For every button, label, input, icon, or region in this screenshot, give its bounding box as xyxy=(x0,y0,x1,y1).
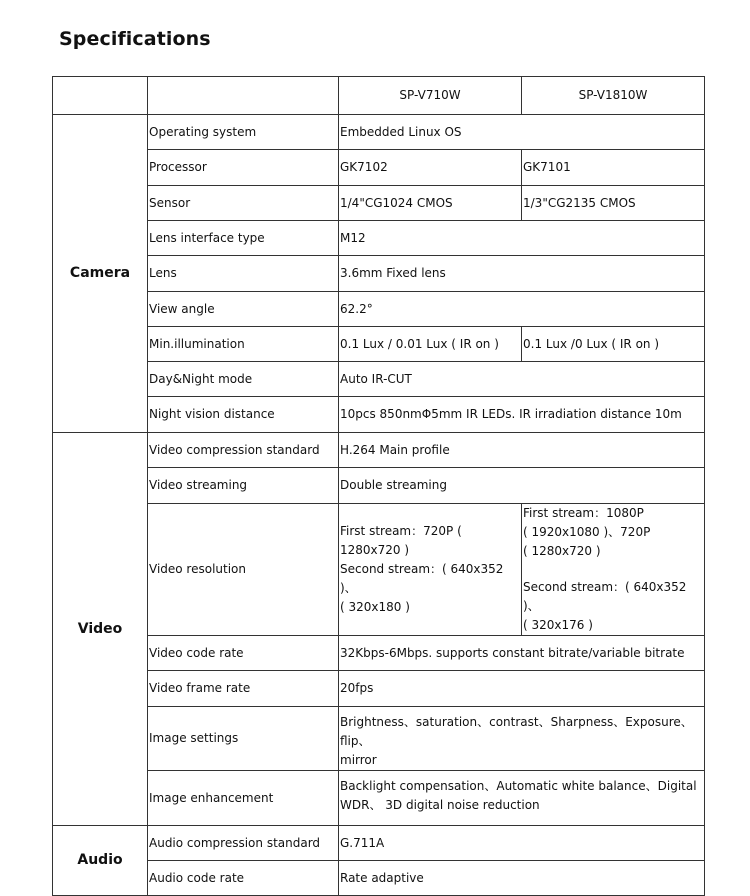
spec-value xyxy=(339,707,705,771)
spec-value: 10pcs 850nmΦ5mm IR LEDs. IR irradiation distance 10m xyxy=(339,397,705,433)
spec-value-sp-v710w: GK7102 xyxy=(339,150,522,186)
value-line: mirror xyxy=(340,753,377,767)
spec-value-sp-v710w: 1/4"CG1024 CMOS xyxy=(339,186,522,221)
spec-value-sp-v710w: 0.1 Lux / 0.01 Lux ( IR on ) xyxy=(339,327,522,362)
spec-label: Sensor xyxy=(148,186,339,221)
specifications-table xyxy=(52,76,705,896)
spec-label: Audio compression standard xyxy=(148,826,339,861)
category-camera: Camera xyxy=(53,115,148,433)
value-line: First stream：1080P xyxy=(523,506,644,520)
category-video: Video xyxy=(53,433,148,826)
spec-value: 62.2° xyxy=(339,292,705,327)
spec-label: Video code rate xyxy=(148,636,339,671)
spec-label: Image settings xyxy=(148,707,339,771)
header-row xyxy=(53,77,705,115)
spec-label: Lens xyxy=(148,256,339,292)
spec-label: Video compression standard xyxy=(148,433,339,468)
spec-value: G.711A xyxy=(339,826,705,861)
spec-row-image-settings xyxy=(53,707,705,771)
value-line: Second stream：( 640x352 )、 xyxy=(523,580,687,613)
value-line: First stream：720P ( 1280x720 ) xyxy=(340,524,462,557)
spec-row-video-resolution xyxy=(53,504,705,636)
spec-row-video-code-rate xyxy=(53,636,705,671)
spec-value-sp-v1810w: 0.1 Lux /0 Lux ( IR on ) xyxy=(522,327,705,362)
spec-value: Embedded Linux OS xyxy=(339,115,705,150)
spec-row-processor xyxy=(53,150,705,186)
spec-label: Image enhancement xyxy=(148,771,339,826)
spec-label: Operating system xyxy=(148,115,339,150)
spec-value: M12 xyxy=(339,221,705,256)
spec-label: Video frame rate xyxy=(148,671,339,707)
spec-value: 32Kbps-6Mbps. supports constant bitrate/variable bitrate xyxy=(339,636,705,671)
spec-row-lens-interface-type xyxy=(53,221,705,256)
spec-label: Video resolution xyxy=(148,504,339,636)
spec-row-view-angle xyxy=(53,292,705,327)
spec-label: Audio code rate xyxy=(148,861,339,896)
value-line: ( 320x176 ) xyxy=(523,618,593,632)
spec-row-day-night-mode xyxy=(53,362,705,397)
spec-row-video-frame-rate xyxy=(53,671,705,707)
spec-value: Rate adaptive xyxy=(339,861,705,896)
header-label-cell xyxy=(148,77,339,115)
model-header-sp-v710w: SP-V710W xyxy=(339,77,522,115)
value-line-spacer xyxy=(523,561,703,578)
spec-value: 20fps xyxy=(339,671,705,707)
spec-row-lens xyxy=(53,256,705,292)
spec-label: Min.illumination xyxy=(148,327,339,362)
value-line: Backlight compensation、Automatic white balance、Digital xyxy=(340,779,697,793)
spec-label: View angle xyxy=(148,292,339,327)
value-line: ( 1920x1080 )、720P xyxy=(523,525,651,539)
spec-row-image-enhancement xyxy=(53,771,705,826)
model-header-sp-v1810w: SP-V1810W xyxy=(522,77,705,115)
spec-row-night-vision-distance xyxy=(53,397,705,433)
spec-value-sp-v710w xyxy=(339,504,522,636)
spec-value-sp-v1810w: 1/3"CG2135 CMOS xyxy=(522,186,705,221)
spec-label: Night vision distance xyxy=(148,397,339,433)
spec-row-video-compression-standard xyxy=(53,433,705,468)
spec-value-sp-v1810w: GK7101 xyxy=(522,150,705,186)
spec-value: Double streaming xyxy=(339,468,705,504)
value-line: Brightness、saturation、contrast、Sharpness、Exposure、flip、 xyxy=(340,715,693,748)
spec-label: Day&Night mode xyxy=(148,362,339,397)
spec-label: Lens interface type xyxy=(148,221,339,256)
spec-value-sp-v1810w xyxy=(522,504,705,636)
spec-row-operating-system xyxy=(53,115,705,150)
spec-row-sensor xyxy=(53,186,705,221)
spec-row-audio-code-rate xyxy=(53,861,705,896)
spec-value: 3.6mm Fixed lens xyxy=(339,256,705,292)
spec-value xyxy=(339,771,705,826)
spec-label: Video streaming xyxy=(148,468,339,504)
page-title: Specifications xyxy=(59,28,211,50)
spec-row-video-streaming xyxy=(53,468,705,504)
value-line: ( 1280x720 ) xyxy=(523,544,601,558)
spec-row-audio-compression-standard xyxy=(53,826,705,861)
category-audio: Audio xyxy=(53,826,148,896)
spec-label: Processor xyxy=(148,150,339,186)
spec-value: H.264 Main profile xyxy=(339,433,705,468)
value-line: ( 320x180 ) xyxy=(340,600,410,614)
spec-value: Auto IR-CUT xyxy=(339,362,705,397)
value-line: WDR、 3D digital noise reduction xyxy=(340,798,540,812)
value-line: Second stream：( 640x352 )、 xyxy=(340,562,504,595)
spec-row-min-illumination xyxy=(53,327,705,362)
header-corner-cell xyxy=(53,77,148,115)
